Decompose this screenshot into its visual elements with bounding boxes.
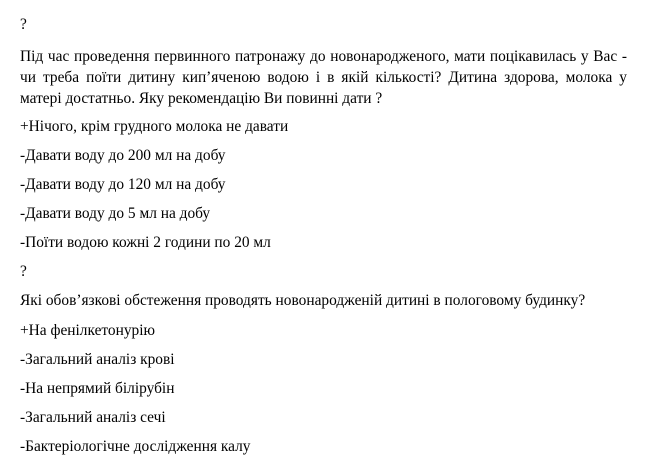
answer-option: -Загальний аналіз сечі (20, 409, 166, 426)
answer-option-correct: +На фенілкетонурію (20, 322, 156, 339)
answer-option: -На непрямий білірубін (20, 380, 175, 397)
answer-option: -Бактеріологічне дослідження калу (20, 438, 251, 455)
answer-option: -Давати воду до 5 мл на добу (20, 205, 211, 222)
answer-option: -Загальний аналіз крові (20, 351, 175, 368)
question-marker: ? (20, 263, 27, 280)
question-text: Які обов’язкові обстеження проводять новонародженій дитині в пологовому будинку? (20, 292, 586, 309)
question-marker: ? (20, 16, 27, 33)
answer-option: -Поїти водою кожні 2 години по 20 мл (20, 234, 271, 251)
answer-option-correct: +Нічого, крім грудного молока не давати (20, 118, 289, 135)
answer-option: -Давати воду до 120 мл на добу (20, 176, 226, 193)
answer-option: -Давати воду до 200 мл на добу (20, 147, 226, 164)
question-text: Під час проведення первинного патронажу до новонародженого, мати поцікавилась у Вас - чи треба поїти дитину кип’яченою водою і в якій кількості? Дитина здорова, молока у матері достатньо. Яку рекомендацію Ви повинні дати ? (20, 48, 627, 107)
